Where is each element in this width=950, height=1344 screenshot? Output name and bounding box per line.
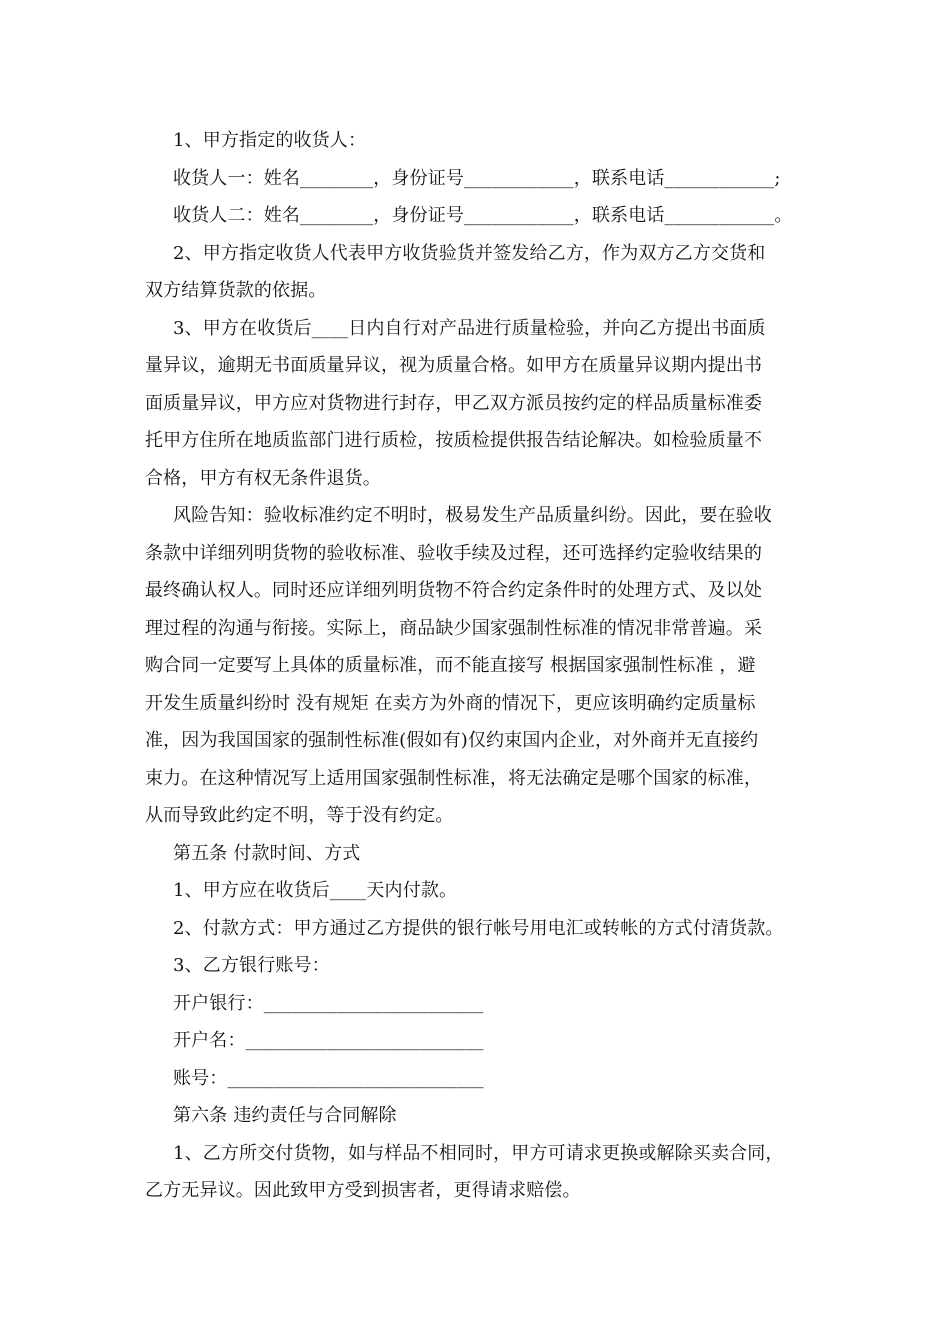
text-line: 开户银行：________________________ [173, 992, 484, 1014]
text-line: 双方结算货款的依据。 [145, 280, 327, 301]
text-line: 收货人一：姓名________，身份证号____________，联系电话____________; [173, 167, 781, 189]
text-line: 2、甲方指定收货人代表甲方收货验货并签发给乙方，作为双方乙方交货和 [173, 242, 766, 264]
section-heading: 第六条 违约责任与合同解除 [173, 1105, 397, 1126]
text-line: 从而导致此约定不明，等于没有约定。 [145, 805, 454, 826]
document-body [145, 122, 815, 1210]
text-line: 3、甲方在收货后____日内自行对产品进行质量检验，并向乙方提出书面质 [173, 317, 766, 339]
text-line: 1、甲方应在收货后____天内付款。 [173, 880, 458, 901]
text-line: 开发生质量纠纷时 没有规矩 在卖方为外商的情况下，更应该明确约定质量标 [145, 692, 756, 714]
text-line: 理过程的沟通与衔接。实际上，商品缺少国家强制性标准的情况非常普遍。采 [145, 617, 763, 639]
text-line: 开户名：__________________________ [173, 1030, 484, 1051]
text-line: 风险告知：验收标准约定不明时，极易发生产品质量纠纷。因此，要在验收 [173, 505, 772, 526]
text-line: 量异议，逾期无书面质量异议，视为质量合格。如甲方在质量异议期内提出书 [145, 355, 763, 376]
text-line: 3、乙方银行账号： [173, 955, 330, 976]
text-line: 购合同一定要写上具体的质量标准，而不能直接写 根据国家强制性标准 ，避 [145, 655, 756, 676]
text-line: 条款中详细列明货物的验收标准、验收手续及过程，还可选择约定验收结果的 [145, 542, 763, 564]
text-line: 合格，甲方有权无条件退货。 [145, 467, 381, 489]
text-line: 账号：____________________________ [173, 1067, 484, 1089]
section-heading: 第五条 付款时间、方式 [173, 842, 361, 864]
text-line: 1、甲方指定的收货人： [173, 130, 367, 151]
text-line: 准，因为我国国家的强制性标准(假如有)仅约束国内企业，对外商并无直接约 [145, 730, 759, 751]
text-line: 1、乙方所交付货物，如与样品不相同时，甲方可请求更换或解除买卖合同， [173, 1142, 784, 1164]
text-line: 最终确认权人。同时还应详细列明货物不符合约定条件时的处理方式、及以处 [145, 580, 763, 601]
text-line: 收货人二：姓名________，身份证号____________，联系电话____________。 [173, 205, 793, 226]
text-line: 托甲方住所在地质监部门进行质检，按质检提供报告结论解决。如检验质量不 [145, 430, 763, 451]
text-line: 乙方无异议。因此致甲方受到损害者，更得请求赔偿。 [145, 1180, 581, 1201]
text-line: 面质量异议，甲方应对货物进行封存，甲乙双方派员按约定的样品质量标准委 [145, 392, 763, 414]
text-line: 2、付款方式：甲方通过乙方提供的银行帐号用电汇或转帐的方式付清货款。 [173, 917, 784, 939]
text-line: 束力。在这种情况写上适用国家强制性标准，将无法确定是哪个国家的标准， [145, 767, 763, 789]
